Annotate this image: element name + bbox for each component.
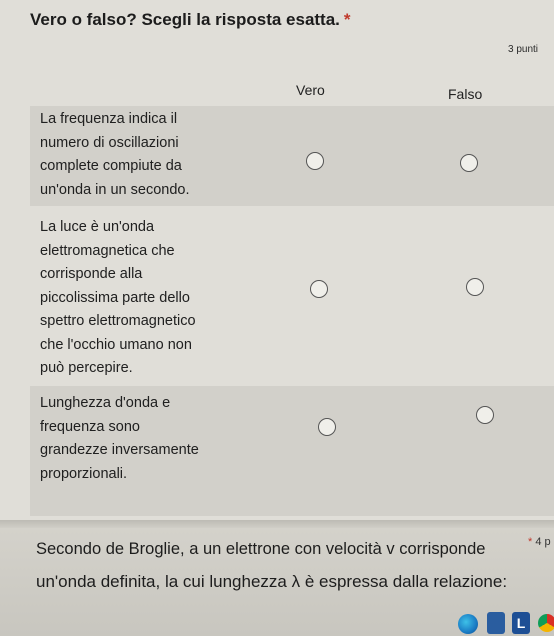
question-2-line-2: un'onda definita, la cui lunghezza λ è espressa dalla relazione:: [36, 572, 508, 591]
row-3-falso-radio[interactable]: [476, 406, 494, 424]
row-1-statement: La frequenza indica il numero di oscillazioni complete compiute da un'onda in un secondo.: [40, 111, 190, 198]
column-header-vero: Vero: [296, 82, 325, 98]
edge-icon[interactable]: [458, 614, 478, 634]
question-2-line-1: Secondo de Broglie, a un elettrone con velocità v corrisponde: [36, 540, 486, 558]
store-icon[interactable]: [487, 612, 505, 634]
row-2-falso-radio[interactable]: [466, 278, 484, 296]
grid-row-2: [30, 210, 554, 384]
required-asterisk: *: [343, 10, 351, 29]
chrome-icon[interactable]: [538, 614, 554, 632]
grid-row-3: [30, 386, 554, 516]
row-2-statement: La luce è un'onda elettromagnetica che corrisponde alla piccolissima parte dello spettro elettromagnetico che l'occhio umano non può percepire.: [40, 219, 196, 376]
row-3-statement: Lunghezza d'onda e frequenza sono grandezze inversamente proporzionali.: [40, 395, 199, 482]
row-3-vero-radio[interactable]: [318, 418, 336, 436]
grid-row-1: [30, 106, 554, 206]
l-app-icon[interactable]: L: [512, 612, 530, 634]
column-header-falso: Falso: [448, 86, 483, 102]
row-1-vero-radio[interactable]: [306, 152, 324, 170]
question-points: 3 punti: [508, 44, 539, 55]
question-2-required: * 4 p: [528, 536, 551, 548]
row-2-vero-radio[interactable]: [310, 280, 328, 298]
section-divider: [0, 520, 554, 528]
question-title-text: Vero o falso? Scegli la risposta esatta.: [30, 10, 340, 29]
question-title: [30, 10, 351, 30]
row-1-falso-radio[interactable]: [460, 154, 478, 172]
